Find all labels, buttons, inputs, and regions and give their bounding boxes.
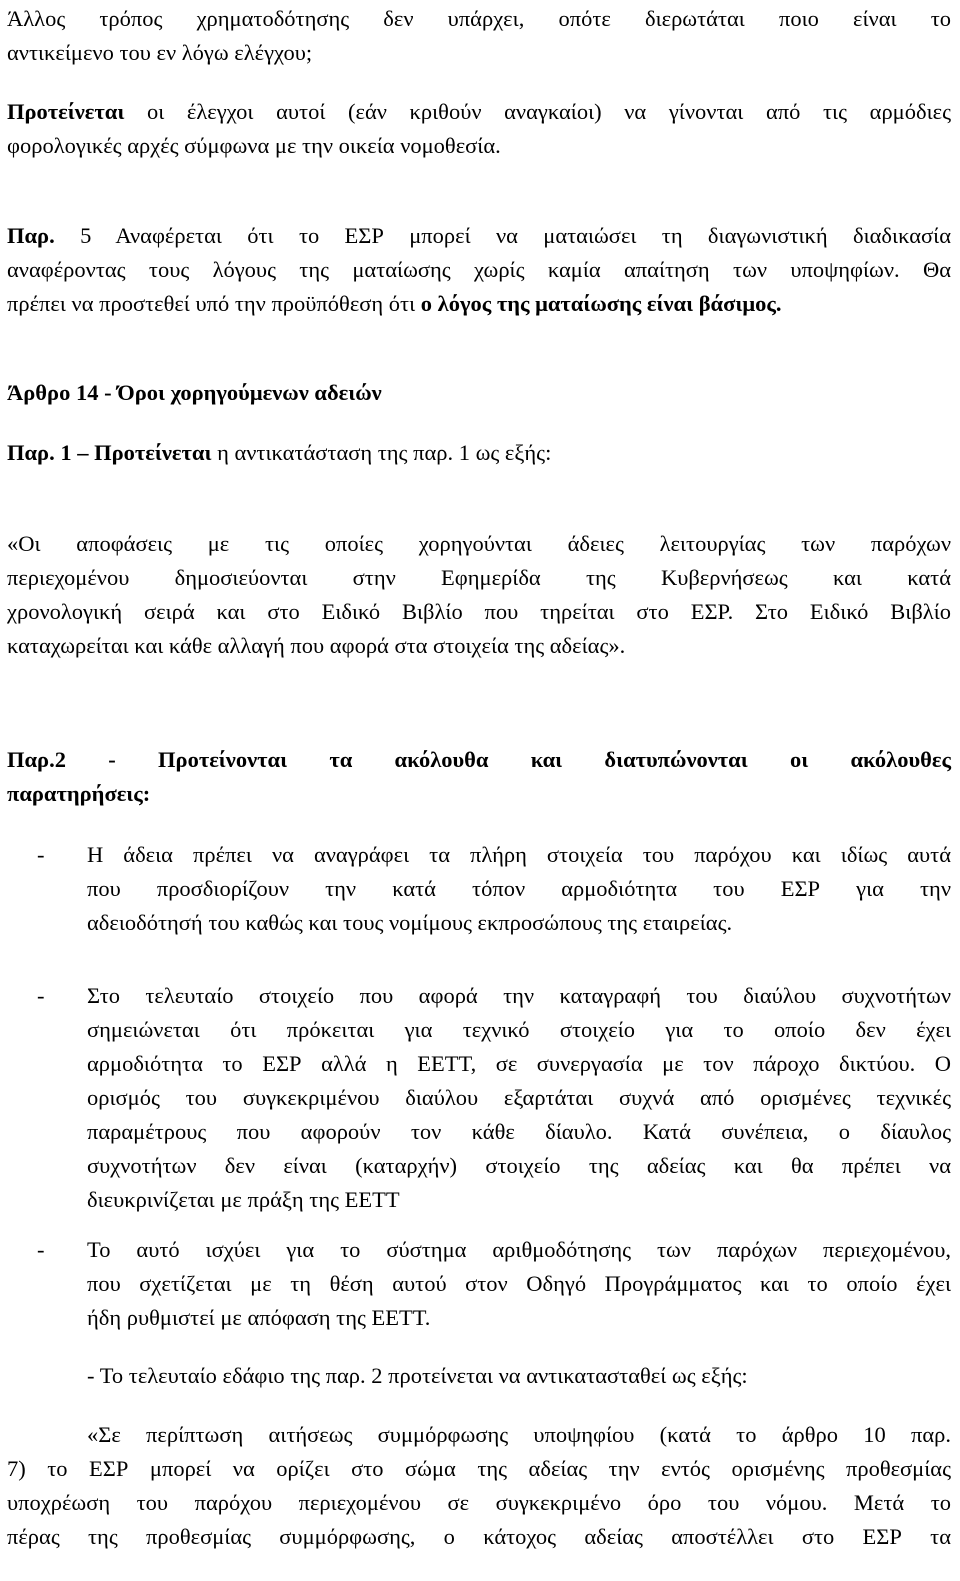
text-line: Άλλος τρόπος χρηματοδότησης δεν υπάρχει, οπότε διερωτάται ποιο είναι το [7,6,951,31]
text-span: η αντικατάσταση της παρ. 1 ως εξής: [211,440,552,465]
bold-label: Παρ. [7,223,55,248]
text-line [7,219,951,253]
text-line: 7) το ΕΣΡ μπορεί να ορίζει στο σώμα της αδείας την εντός ορισμένης προθεσμίας [7,1456,951,1481]
text-line: «Οι αποφάσεις με τις οποίες χορηγούνται άδειες λειτουργίας των παρόχων [7,531,951,556]
text-line: υποχρέωση του παρόχου περιεχομένου σε συγκεκριμένο όρο του νόμου. Μετά το [7,1490,951,1515]
bullet-dash: - [37,842,45,867]
article-heading [7,376,951,410]
text-line: Το αυτό ισχύει για το σύστημα αριθμοδότησης των παρόχων περιεχομένου, [87,1237,951,1262]
paragraph-par2-heading [7,743,951,811]
bullet-dash: - [37,1237,45,1262]
text-line: καταχωρείται και κάθε αλλαγή που αφορά στα στοιχεία της αδείας». [7,633,626,658]
text-line: ήδη ρυθμιστεί με απόφαση της ΕΕΤΤ. [87,1305,431,1330]
bold-label: Παρ. 1 – Προτείνεται [7,440,212,465]
text-line: συχνοτήτων δεν είναι (καταρχήν) στοιχείο της αδείας και θα πρέπει να [87,1153,951,1178]
paragraph-tax-audit-proposal [7,95,951,163]
text-line: σημειώνεται ότι πρόκειται για τεχνικό στοιχείο για το οποίο δεν έχει [87,1017,951,1042]
paragraph-last-clause-replacement [87,1359,951,1393]
paragraph-par1-proposal [7,436,951,470]
text-span: 5 Αναφέρεται ότι το ΕΣΡ μπορεί να ματαιώσει τη διαγωνιστική διαδικασία [54,223,951,248]
paragraph-quoted-replacement [7,527,951,663]
paragraph-par5-cancellation [7,219,951,321]
bullet-item-licence-details [7,838,951,940]
text-line [7,436,951,470]
text-line: - Το τελευταίο εδάφιο της παρ. 2 προτείνεται να αντικατασταθεί ως εξής: [87,1363,748,1388]
text-line: παρατηρήσεις: [7,781,151,806]
bullet-text [87,838,951,940]
text-line: που σχετίζεται με τη θέση αυτού στον Οδηγό Προγράμματος και το οποίο έχει [87,1271,951,1296]
text-span: οι έλεγχοι αυτοί (εάν κριθούν αναγκαίοι) να γίνονται από τις αρμόδιες [124,99,951,124]
text-line: Παρ.2 - Προτείνονται τα ακόλουθα και διατυπώνονται οι ακόλουθες [7,747,951,772]
bullet-dash: - [37,983,45,1008]
text-line: πέρας της προθεσμίας συμμόρφωσης, ο κάτοχος αδείας αποστέλλει στο ΕΣΡ τα [7,1524,951,1549]
bold-emphasis: ο λόγος της ματαίωσης είναι βάσιμος. [420,291,782,316]
text-line: χρονολογική σειρά και στο Ειδικό Βιβλίο που τηρείται στο ΕΣΡ. Στο Ειδικό Βιβλίο [7,599,951,624]
text-line: Στο τελευταίο στοιχείο που αφορά την καταγραφή του διαύλου συχνοτήτων [87,983,951,1008]
text-line: αδειοδότησή του καθώς και τους νομίμους εκπροσώπους της εταιρείας. [87,910,733,935]
text-line: Η άδεια πρέπει να αναγράφει τα πλήρη στοιχεία του παρόχου και ιδίως αυτά [87,842,951,867]
text-line: περιεχομένου δημοσιεύονται στην Εφημερίδα της Κυβερνήσεως και κατά [7,565,951,590]
bullet-text [87,1233,951,1335]
text-line: αρμοδιότητα το ΕΣΡ αλλά η ΕΕΤΤ, σε συνεργασία με τον πάροχο δικτύου. Ο [87,1051,951,1076]
text-line: «Σε περίπτωση αιτήσεως συμμόρφωσης υποψηφίου (κατά το άρθρο 10 παρ. [87,1422,951,1447]
text-line [7,95,951,129]
bullet-item-numbering-system [7,1233,951,1335]
text-line: διευκρινίζεται με πράξη της ΕΕΤΤ [87,1187,400,1212]
text-line: φορολογικές αρχές σύμφωνα με την οικεία νομοθεσία. [7,133,501,158]
text-line: αναφέροντας τους λόγους της ματαίωσης χωρίς καμία απαίτηση των υποψηφίων. Θα [7,257,951,282]
heading-text: Άρθρο 14 - Όροι χορηγούμενων αδειών [7,380,382,405]
text-line: που προσδιορίζουν την κατά τόπον αρμοδιότητα του ΕΣΡ για την [87,876,951,901]
text-line [7,287,951,321]
bullet-text [87,979,951,1217]
bold-label: Προτείνεται [7,99,125,124]
text-line: αντικείμενο του εν λόγω ελέγχου; [7,40,313,65]
text-span: πρέπει να προστεθεί υπό την προϋπόθεση ότι [7,291,421,316]
paragraph-financing-question [7,2,951,70]
paragraph-compliance-quote [7,1418,951,1554]
bullet-item-frequency-channel [7,979,951,1217]
text-line: ορισμός του συγκεκριμένου διαύλου εξαρτάται συχνά από ορισμένες τεχνικές [87,1085,951,1110]
text-line: παραμέτρους που αφορούν τον κάθε δίαυλο. Κατά συνέπεια, ο δίαυλος [87,1119,951,1144]
